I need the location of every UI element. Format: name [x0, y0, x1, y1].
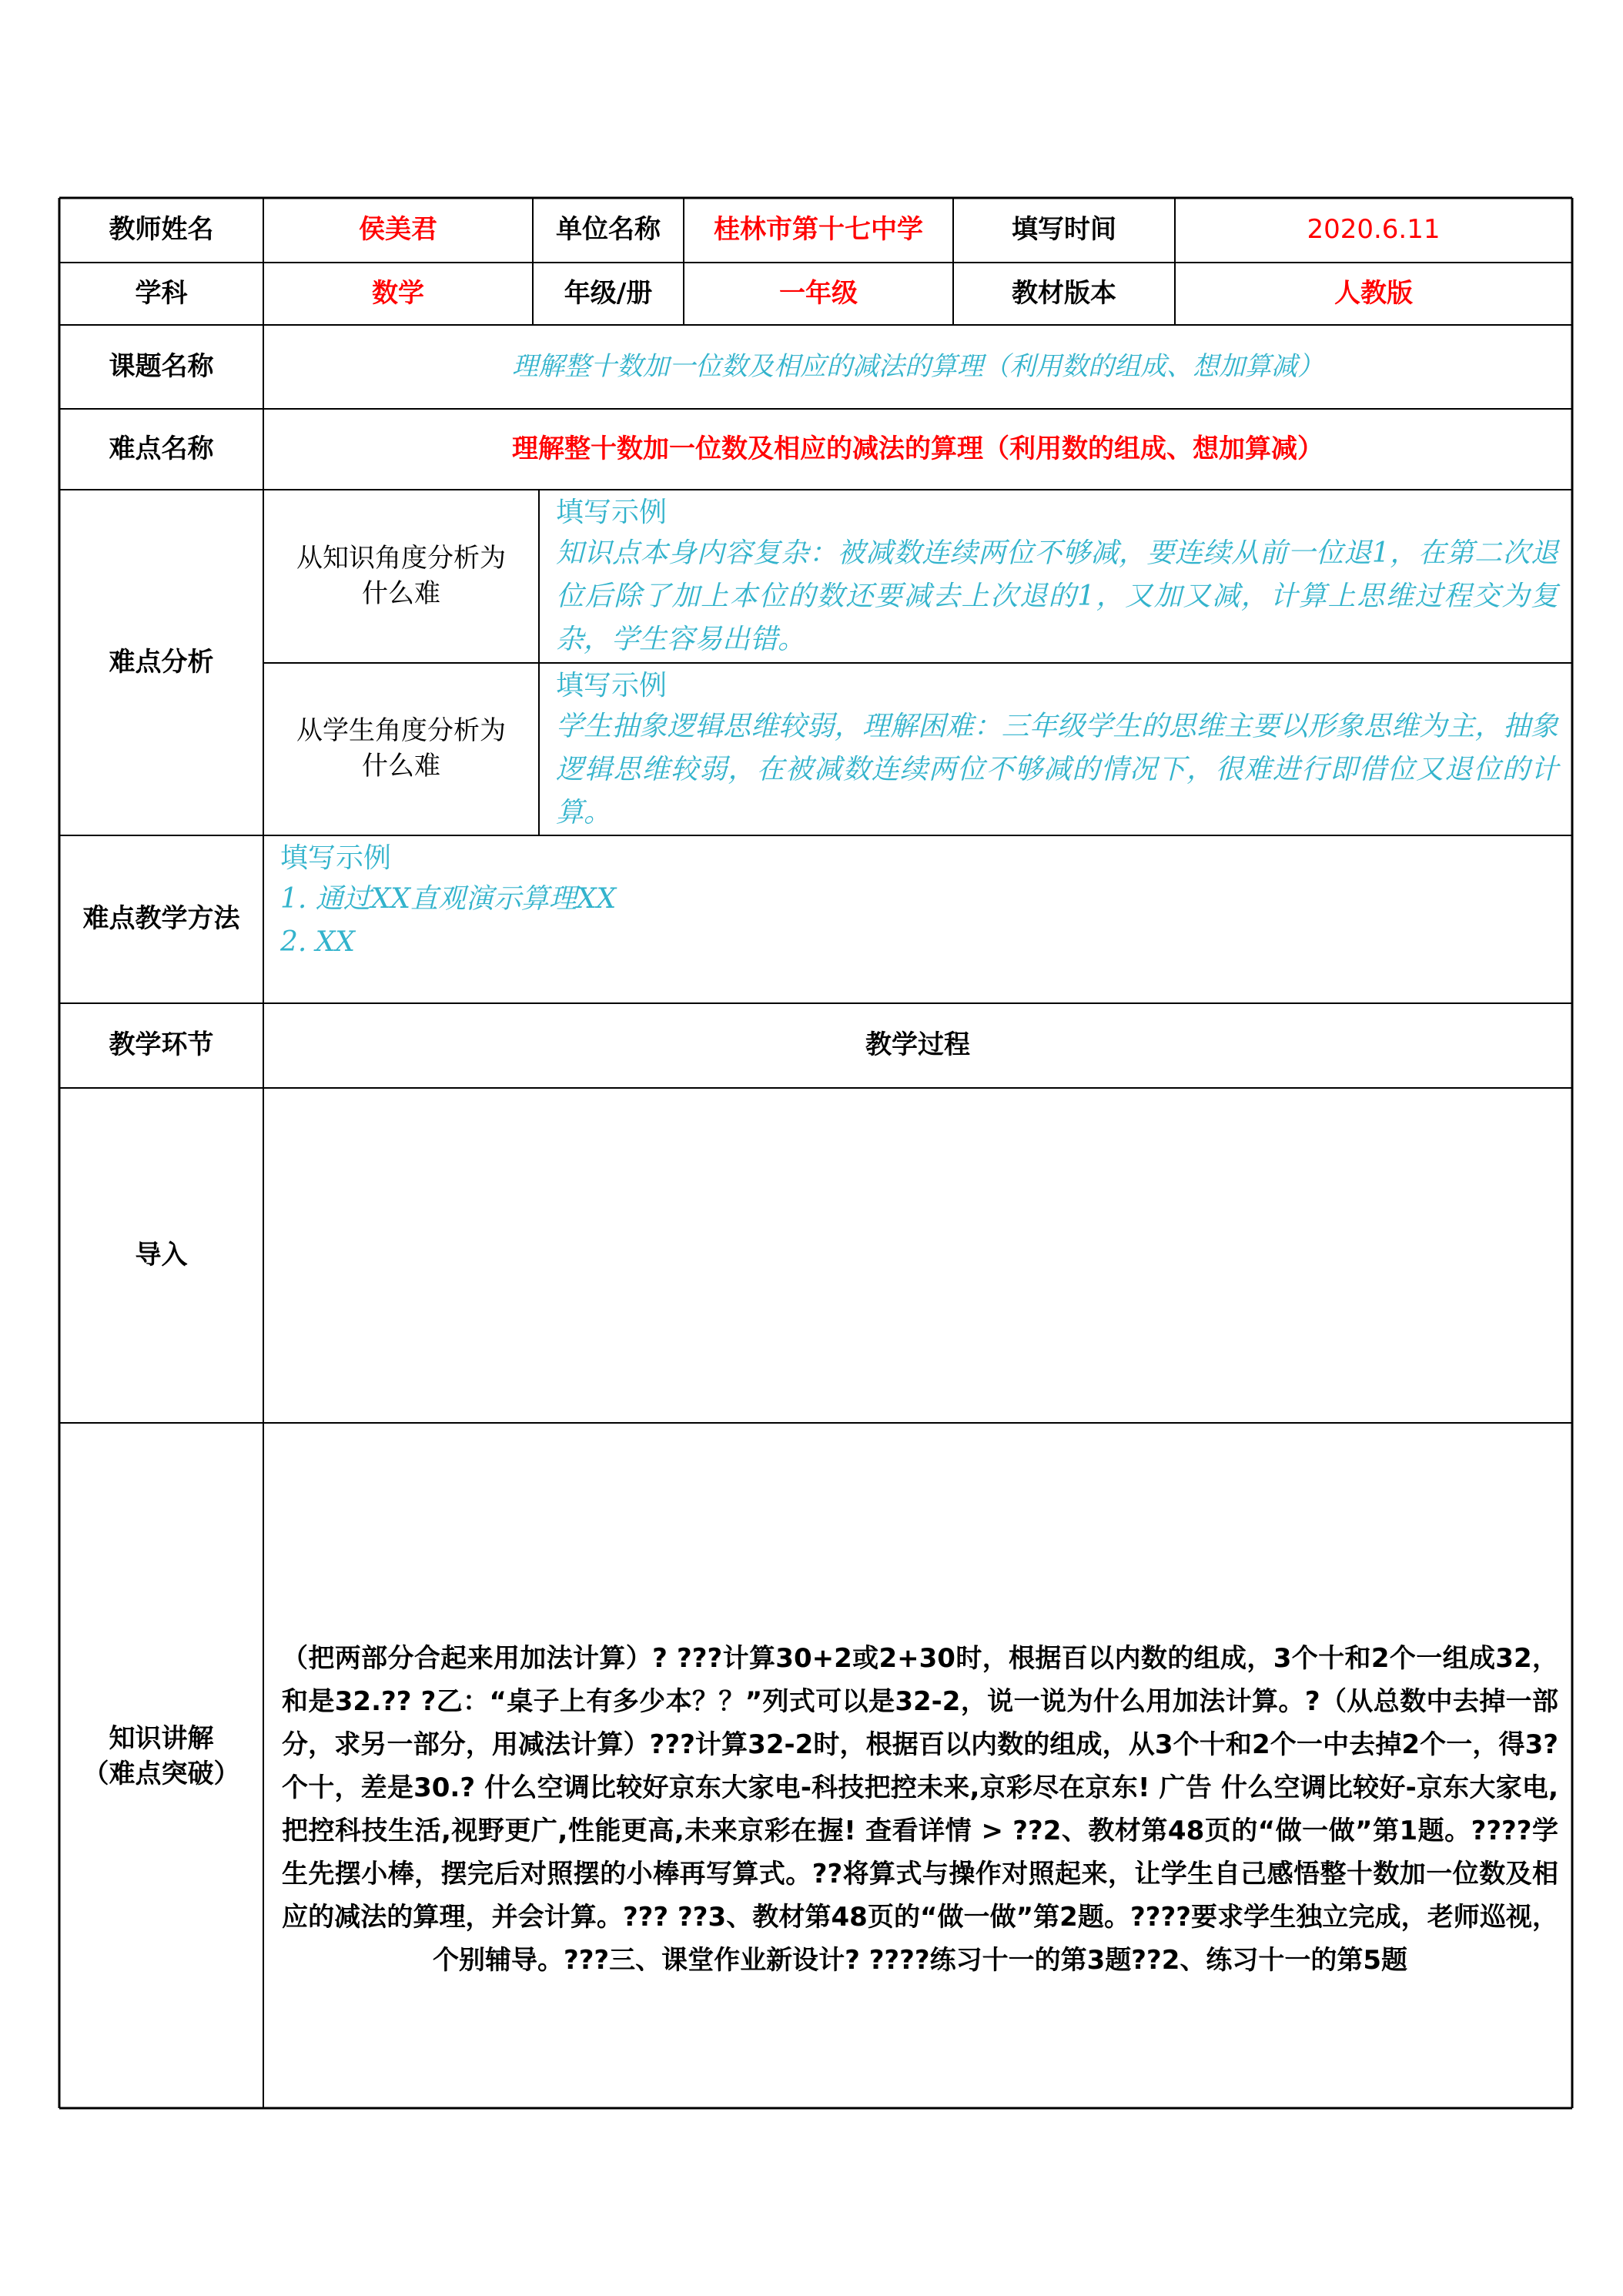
subject-value: 数学	[372, 277, 424, 309]
fill-date-label: 填写时间	[1012, 214, 1116, 246]
edition-value: 人教版	[1334, 277, 1413, 309]
student-angle-text: 从学生角度分析为什么难	[296, 715, 506, 782]
analysis-label: 难点分析	[109, 646, 214, 678]
knowledge-example-label: 填写示例	[556, 497, 668, 528]
method-item-2: 2. XX	[280, 925, 356, 958]
student-example-label: 填写示例	[556, 670, 668, 701]
knowledge-example-text: 知识点本身内容复杂：被减数连续两位不够减，要连续从前一位退1，在第二次退位后除了加上本位的数还要减去上次退的1，又加又减，计算上思维过程交为复杂，学生容易出错。	[556, 537, 1558, 655]
knowledge-angle-text: 从知识角度分析为什么难	[296, 542, 506, 609]
topic-label: 课题名称	[109, 350, 214, 382]
fill-date-value: 2020.6.11	[1307, 214, 1441, 246]
difficulty-label: 难点名称	[109, 433, 214, 464]
method-content	[263, 835, 1572, 1003]
student-angle-label	[263, 663, 539, 835]
knowledge-content	[263, 1423, 1572, 2108]
intro-label: 导入	[135, 1239, 188, 1270]
grade-value: 一年级	[779, 277, 858, 309]
knowledge-content-text: （把两部分合起来用加法计算）? ???计算30+2或2+30时，根据百以内数的组成，3个十和2个一组成32，和是32.?? ?乙：“桌子上有多少本？？”列式可以是32-2，说一说为什么用加法计算。?（从总数中去掉一部分，求另一部分，用减法计算）???计算32-2时，根据百以内数的组成，从3个十和2个一中去掉2个一，得3?个十，差是30.? 什么空调比较好京东大家电-科技把控未来,京彩尽在京东! 广告 什么空调比较好-京东大家电,把控科技生活,视野更广,性能更高,未来京彩在握! 查看详情 > ??2、教材第48页的“做一做”第1题。????学生先摆小棒，摆完后对照摆的小棒再写算式。??将算式与操作对照起来，让学生自己感悟整十数加一位数及相应的减法的算理，并会计算。??? ??3、教材第48页的“做一做”第2题。????要求学生独立完成，老师巡视，个别辅导。???三、课堂作业新设计? ????练习十一的第3题??2、练习十一的第5题	[282, 1643, 1558, 1976]
difficulty-value: 理解整十数加一位数及相应的减法的算理（利用数的组成、想加算减）	[512, 433, 1323, 464]
unit-name-label: 单位名称	[556, 214, 661, 246]
method-label: 难点教学方法	[82, 903, 240, 935]
grade-label: 年级/册	[564, 277, 653, 309]
stage-label: 教学环节	[109, 1029, 214, 1061]
process-label: 教学过程	[865, 1029, 970, 1061]
knowledge-label	[59, 1423, 263, 2108]
knowledge-label-line2: （难点突破）	[82, 1758, 240, 1789]
topic-value: 理解整十数加一位数及相应的减法的算理（利用数的组成、想加算减）	[512, 350, 1323, 382]
knowledge-angle-content	[539, 490, 1572, 663]
intro-content	[263, 1088, 1572, 1423]
knowledge-label-line1: 知识讲解	[109, 1723, 214, 1754]
unit-name-value: 桂林市第十七中学	[714, 214, 923, 246]
teacher-name-label: 教师姓名	[109, 214, 214, 246]
method-item-1: 1. 通过XX直观演示算理XX	[280, 882, 617, 915]
edition-label: 教材版本	[1012, 277, 1116, 309]
knowledge-angle-label	[263, 490, 539, 663]
student-angle-content	[539, 663, 1572, 835]
student-example-text: 学生抽象逻辑思维较弱，理解困难：三年级学生的思维主要以形象思维为主，抽象逻辑思维较弱，在被减数连续两位不够减的情况下，很难进行即借位又退位的计算。	[556, 710, 1558, 828]
subject-label: 学科	[135, 277, 188, 309]
teacher-name-value: 侯美君	[359, 214, 437, 246]
method-example-label: 填写示例	[280, 842, 392, 874]
